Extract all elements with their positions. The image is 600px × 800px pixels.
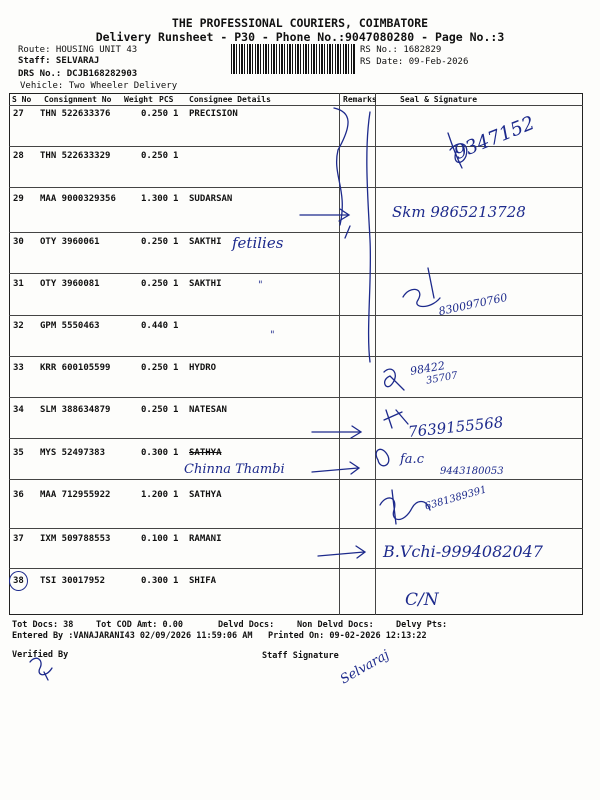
- row-pcs: 1: [173, 448, 179, 458]
- row-pcs: 1: [173, 363, 179, 373]
- handwritten-signature-row29: Skm 9865213728: [392, 203, 526, 221]
- row-pcs: 1: [173, 194, 179, 204]
- row-sno: 29: [13, 194, 24, 204]
- company-title: THE PROFESSIONAL COURIERS, COIMBATORE: [171, 16, 429, 30]
- row-pcs: 1: [173, 321, 179, 331]
- row-consignment: KRR 600105599: [40, 363, 111, 373]
- handwritten-note-row30: fetilies: [232, 234, 284, 252]
- route-label: Route: HOUSING UNIT 43: [18, 45, 138, 55]
- handwritten-note-row38: C/N: [405, 590, 439, 610]
- row-pcs: 1: [173, 151, 179, 161]
- row-sno: 36: [13, 490, 24, 500]
- row-sno: 33: [13, 363, 24, 373]
- row-sno: 30: [13, 237, 24, 247]
- row-sno: 34: [13, 405, 24, 415]
- row-consignee: PRECISION: [189, 109, 238, 119]
- ditto-mark-row32: ": [270, 330, 275, 341]
- row-consignment: MAA 9000329356: [40, 194, 116, 204]
- row-weight: 0.250: [141, 363, 169, 373]
- row-weight: 0.250: [141, 279, 169, 289]
- row-pcs: 1: [173, 237, 179, 247]
- verified-by-label: Verified By: [12, 650, 69, 660]
- handwritten-phone-row28: 9347152: [450, 111, 538, 165]
- handwritten-phone-row36: 6381389391: [423, 484, 488, 513]
- row-sno: 35: [13, 448, 24, 458]
- footer-total-cod: Tot COD Amt: 0.00: [96, 620, 183, 630]
- row-consignment: MYS 52497383: [40, 448, 106, 458]
- handwritten-signature-row35: fa.c: [400, 452, 424, 467]
- row-weight: 0.100: [141, 534, 169, 544]
- handwritten-phone-row35: 9443180053: [440, 466, 504, 477]
- row-weight: 0.300: [141, 576, 169, 586]
- handwritten-phone-row32: 8300970760: [437, 290, 509, 319]
- row-pcs: 1: [173, 534, 179, 544]
- runsheet-subtitle: Delivery Runsheet - P30 - Phone No.:9047080280 - Page No.:3: [95, 30, 505, 44]
- handwritten-note-row35: Chinna Thambi: [184, 462, 285, 477]
- row-pcs: 1: [173, 405, 179, 415]
- row-consignee: HYDRO: [189, 363, 217, 373]
- row-consignment: SLM 388634879: [40, 405, 111, 415]
- row-consignee: SAKTHI: [189, 279, 222, 289]
- ditto-mark-row31: ": [258, 280, 263, 291]
- staff-label: Staff: SELVARAJ: [18, 56, 100, 66]
- row-consignee: SHIFA: [189, 576, 217, 586]
- row-weight: 0.250: [141, 109, 169, 119]
- handwritten-phone-row34: 7639155568: [407, 413, 505, 441]
- handwritten-phone-row33a: 98422: [409, 359, 446, 378]
- row-weight: 0.300: [141, 448, 169, 458]
- vehicle-label: Vehicle: Two Wheeler Delivery: [20, 81, 178, 91]
- row-consignment: THN 522633376: [40, 109, 111, 119]
- row-consignment: THN 522633329: [40, 151, 111, 161]
- staff-signature-label: Staff Signature: [262, 651, 339, 661]
- col-sno: S No: [12, 95, 32, 104]
- footer-printed-on: Printed On: 09-02-2026 12:13:22: [268, 631, 427, 641]
- row-consignee: SUDARSAN: [189, 194, 233, 204]
- row-consignee: NATESAN: [189, 405, 227, 415]
- row-sno: 37: [13, 534, 24, 544]
- footer-total-docs: Tot Docs: 38: [12, 620, 74, 630]
- row-sno: 28: [13, 151, 24, 161]
- row-weight: 0.250: [141, 151, 169, 161]
- row-weight: 0.440: [141, 321, 169, 331]
- row-consignment: IXM 509788553: [40, 534, 111, 544]
- row-sno: 27: [13, 109, 24, 119]
- sno-circle-mark: [9, 571, 28, 591]
- row-consignment: MAA 712955922: [40, 490, 111, 500]
- footer-non-delivered-docs: Non Delvd Docs:: [297, 620, 374, 630]
- row-sno: 31: [13, 279, 24, 289]
- row-consignment: TSI 30017952: [40, 576, 106, 586]
- row-weight: 1.300: [141, 194, 169, 204]
- row-sno: 38: [13, 576, 24, 586]
- col-consignee: Consignee Details: [189, 95, 271, 104]
- row-consignment: OTY 3960081: [40, 279, 100, 289]
- drs-number: DRS No.: DCJB168282903: [18, 69, 138, 79]
- rs-date: RS Date: 09-Feb-2026: [360, 57, 469, 67]
- row-consignment: OTY 3960061: [40, 237, 100, 247]
- row-weight: 0.250: [141, 405, 169, 415]
- row-pcs: 1: [173, 576, 179, 586]
- row-consignee: SATHYA: [189, 448, 222, 458]
- row-pcs: 1: [173, 279, 179, 289]
- col-seal-signature: Seal & Signature: [400, 95, 478, 104]
- row-consignment: GPM 5550463: [40, 321, 100, 331]
- footer-delivery-points: Delvy Pts:: [396, 620, 448, 630]
- row-consignee: SAKTHI: [189, 237, 222, 247]
- rs-number: RS No.: 1682829: [360, 45, 442, 55]
- row-consignee: RAMANI: [189, 534, 222, 544]
- row-pcs: 1: [173, 109, 179, 119]
- staff-handwritten-signature: Selvaraj: [337, 647, 393, 688]
- row-weight: 1.200: [141, 490, 169, 500]
- row-consignee: SATHYA: [189, 490, 222, 500]
- footer-entered-by: Entered By :VANAJARANI43 02/09/2026 11:59:06 AM: [12, 631, 253, 641]
- row-weight: 0.250: [141, 237, 169, 247]
- barcode: [231, 44, 355, 74]
- handwritten-signature-row37: B.Vchi-9994082047: [383, 542, 543, 561]
- col-pcs: PCS: [159, 95, 174, 104]
- footer-delivered-docs: Delvd Docs:: [218, 620, 275, 630]
- handwritten-phone-row33b: 35707: [425, 370, 459, 387]
- col-weight: Weight: [124, 95, 153, 104]
- col-remarks: Remarks: [343, 95, 377, 104]
- col-consignment: Consignment No: [44, 95, 112, 104]
- row-sno: 32: [13, 321, 24, 331]
- row-pcs: 1: [173, 490, 179, 500]
